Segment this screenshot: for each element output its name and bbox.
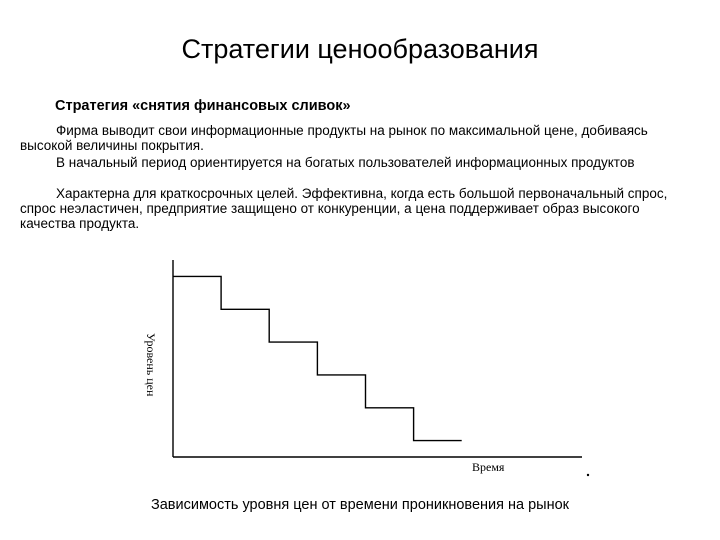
x-axis-label: Время — [472, 460, 505, 474]
strategy-heading: Стратегия «снятия финансовых сливок» — [55, 98, 351, 114]
chart-caption: Зависимость уровня цен от времени проникновения на рынок — [150, 497, 570, 513]
paragraph-1: Фирма выводит свои информационные продукты на рынок по максимальной цене, добиваясь высокой величины покрытия. — [20, 123, 648, 153]
price-step-line — [173, 276, 462, 440]
paragraph-3: Характерна для краткосрочных целей. Эффективна, когда есть большой первоначальный спрос, спрос неэластичен, предприятие защищено от конкуренции, а цена поддерживает образ высокого качества продукта. — [20, 186, 668, 231]
slide-title: Стратегии ценообразования — [181, 34, 539, 64]
price-time-chart — [120, 255, 600, 485]
chart-svg — [120, 255, 600, 485]
paragraph-2: В начальный период ориентируется на богатых пользователей информационных продуктов — [56, 155, 635, 170]
y-axis-label: Уровень цен — [144, 333, 158, 397]
axis-end-dot — [587, 474, 589, 476]
